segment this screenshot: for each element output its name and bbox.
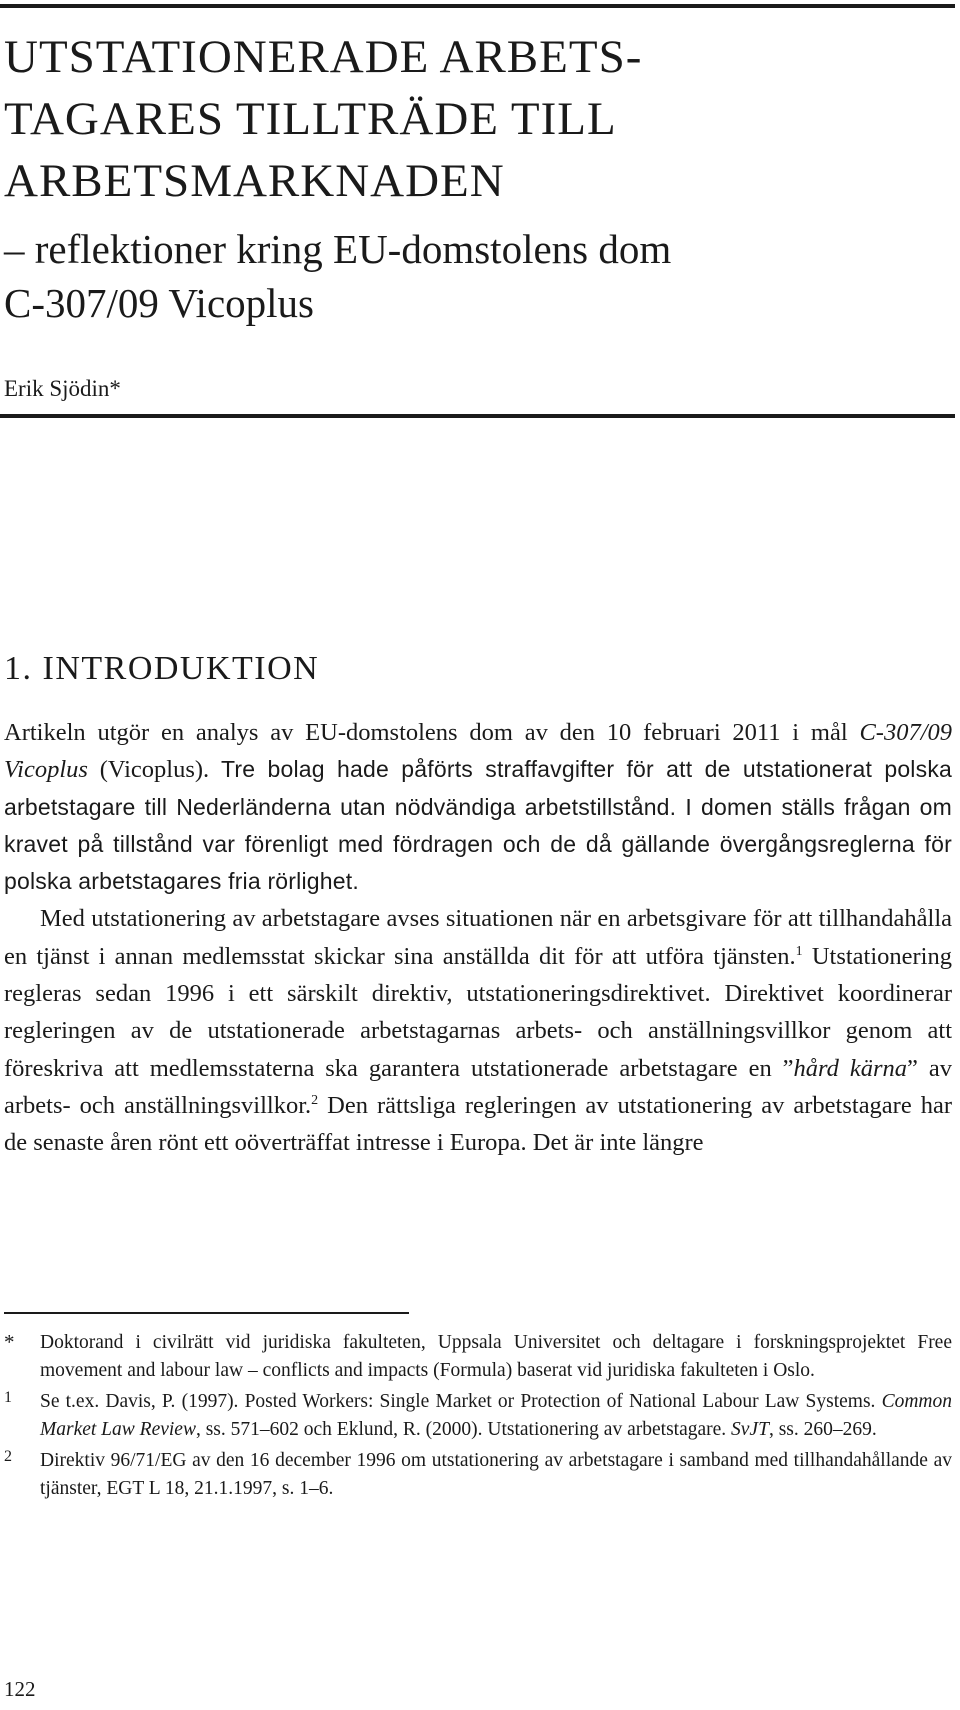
p2-text-d: Den rättsliga regleringen av utstationering av arbetstagare har de senaste åren rönt ett oöverträffat intresse i Europa. Det är inte längre xyxy=(4,1091,952,1157)
fn1-text-a: Se t.ex. Davis, P. (1997). Posted Workers: Single Market or Protection of National Labour Law Systems. xyxy=(40,1391,882,1412)
case-reference: C-307/09 Vicoplus xyxy=(4,719,953,784)
fn1-text-b: , ss. 571–602 och Eklund, R. (2000). Utstationering av arbetstagare. xyxy=(195,1418,732,1440)
footnote-text-1 xyxy=(40,1388,952,1443)
footnote-text-2: Direktiv 96/71/EG av den 16 december 1996 om utstationering av arbetstagare i samband med tillhandahållande av tjänster, EGT L 18, 21.1.1997, s. 1–6. xyxy=(40,1450,952,1499)
paragraph-1 xyxy=(4,714,952,900)
footnote-ref-2[interactable]: 2 xyxy=(311,1092,319,1108)
footnote-2 xyxy=(4,1447,952,1502)
footnote-mark-1: 1 xyxy=(4,1389,12,1406)
p2-text-a: Med utstationering av arbetstagare avses situationen när en arbetsgivare för att tillhandahålla en tjänst i annan medlemsstat skickar sina anställda dit för att utföra tjänsten. xyxy=(4,905,952,970)
p2-text-c: ” av arbets- och anställningsvillkor. xyxy=(4,1054,952,1119)
subtitle-line-2: C-307/09 Vicoplus xyxy=(4,280,314,326)
title-line-3: ARBETSMARKNADEN xyxy=(4,155,505,207)
footnote-1 xyxy=(4,1388,952,1443)
footnote-author xyxy=(4,1329,952,1384)
subtitle-line-1: – reflektioner kring EU-domstolens dom xyxy=(4,226,672,272)
author-rule xyxy=(0,414,955,418)
p1-case-short: (Vicoplus). xyxy=(87,756,221,784)
section-heading: 1. INTRODUKTION xyxy=(4,650,320,687)
footnote-rule xyxy=(4,1312,409,1314)
footnote-mark-star: * xyxy=(4,1330,15,1354)
p1-intro-text: Artikeln utgör en analys av EU-domstolens dom av den 10 februari 2011 i mål xyxy=(4,719,848,746)
article-title xyxy=(4,26,934,212)
body-text xyxy=(4,714,952,1162)
fn1-journal: Common Market Law Review xyxy=(40,1391,952,1440)
fn1-journal-2: SvJT xyxy=(731,1418,769,1440)
title-line-1: UTSTATIONERADE ARBETS- xyxy=(4,31,643,83)
article-subtitle xyxy=(4,222,934,330)
top-rule xyxy=(0,4,955,8)
p1-sans-text: Tre bolag hade påförts straffavgifter för att de utstationerat polska arbetstagare till Nederländerna utan nödvändiga arbetstillstånd. I domen ställs frågan om kravet på tillstånd var förenligt med fördragen och de då gällande övergångsreglerna för polska arbetstagares fria rörlighet. xyxy=(4,756,953,895)
footnote-ref-1[interactable]: 1 xyxy=(795,943,803,959)
hard-core-term: hård kärna xyxy=(793,1054,908,1082)
footnotes xyxy=(4,1329,952,1506)
fn1-text-c: , ss. 260–269. xyxy=(768,1418,877,1440)
author-name: Erik Sjödin* xyxy=(4,376,121,401)
title-line-2: TAGARES TILLTRÄDE TILL xyxy=(4,93,617,145)
footnote-text-author: Doktorand i civilrätt vid juridiska fakulteten, Uppsala Universitet och deltagare i forskningsprojektet Free movement and labour law – conflicts and impacts (Formula) baserat vid juridiska fakulteten i Oslo. xyxy=(40,1332,952,1381)
page-number: 122 xyxy=(4,1677,36,1701)
paragraph-2 xyxy=(4,900,952,1161)
p2-text-b: Utstationering regleras sedan 1996 i ett särskilt direktiv, utstationeringsdirektivet. Direktivet koordinerar regleringen av de utstationerade arbetstagarnas arbets- och anställningsvillkor genom att föreskriva att medlemsstaterna ska garantera utstationerade arbetstagare en ” xyxy=(4,942,952,1082)
footnote-mark-2: 2 xyxy=(4,1448,12,1465)
